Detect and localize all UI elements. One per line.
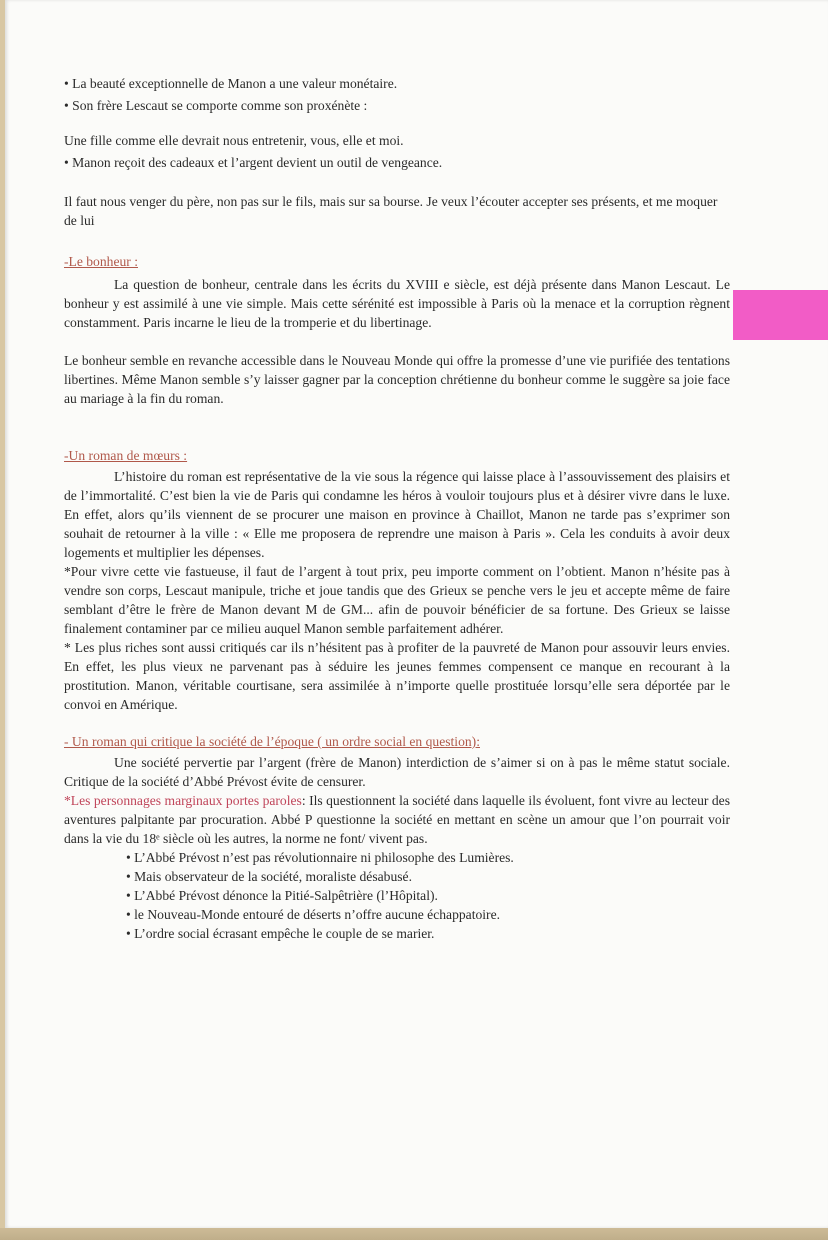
intro-quote-2: Il faut nous venger du père, non pas sur le fils, mais sur sa bourse. Je veux l’écouter accepter ses présents, et me moquer de lui <box>64 194 718 228</box>
section-title-moeurs: -Un roman de mœurs : <box>64 448 188 463</box>
moeurs-paragraph-3: * Les plus riches sont aussi critiqués car ils n’hésitent pas à profiter de la pauvreté de Manon pour assouvir leurs envies. En effet, les plus vieux ne parvenant pas à séduire les jeunes femmes compensent ce manque en recourant à la prostitution. Manon, véritable courtisane, sera assimilée à n’importe quelle prostituée lorsqu’elle sera déportée par le convoi en Amérique. <box>64 640 730 712</box>
societe-paragraph-1: Une société pervertie par l’argent (frère de Manon) interdiction de s’aimer si on à pas le même statut sociale. Critique de la société d’Abbé Prévost évite de censurer. <box>64 755 730 789</box>
bonheur-paragraph-1: La question de bonheur, centrale dans les écrits du XVIII e siècle, est déjà présente dans Manon Lescaut. Le bonheur y est assimilé à une vie simple. Mais cette sérénité est impossible à Paris où la menace et la corruption règnent constamment. Paris incarne le lieu de la tromperie et du libertinage. <box>64 277 730 330</box>
list-item: • Mais observateur de la société, moraliste désabusé. <box>126 869 412 884</box>
intro-quote-1: Une fille comme elle devrait nous entretenir, vous, elle et moi. <box>64 133 404 148</box>
intro-bullet-2: • Son frère Lescaut se comporte comme son proxénète : <box>64 98 368 113</box>
pink-tab-marker <box>733 290 828 340</box>
list-item: • le Nouveau-Monde entouré de déserts n’offre aucune échappatoire. <box>126 907 501 922</box>
intro-bullet-1: • La beauté exceptionnelle de Manon a une valeur monétaire. <box>64 76 398 91</box>
intro-bullet-3: • Manon reçoit des cadeaux et l’argent devient un outil de vengeance. <box>64 155 443 170</box>
list-item: • L’Abbé Prévost n’est pas révolutionnaire ni philosophe des Lumières. <box>126 850 514 865</box>
list-item: • L’Abbé Prévost dénonce la Pitié-Salpêtrière (l’Hôpital). <box>126 888 438 903</box>
moeurs-paragraph-1: L’histoire du roman est représentative de la vie sous la régence qui laisse place à l’assouvissement des plaisirs et de l’immortalité. C’est bien la vie de Paris qui condamne les héros à vouloir toujours plus et à désirer vivre dans le luxe. En effet, alors qu’ils viennent de se procurer une maison en province à Chaillot, Manon ne tarde pas s’exprimer son souhait de retourner à la ville : « Elle me proposera de reprendre une maison à Paris ». Cela les conduits à avoir deux logements et multiplier les dépenses. <box>64 469 730 560</box>
document-content <box>64 74 730 943</box>
marginaux-text: : Ils questionnent la société dans laquelle ils évoluent, font vivre au lecteur des aventures palpitante par procuration. Abbé P questionne la société en mettant en scène un amour que l’on pourrait voir dans la vie du 18ᵉ siècle où les autres, la norme ne font/ vivent pas. <box>64 793 731 846</box>
societe-paragraph-2 <box>64 791 730 848</box>
section-title-societe: - Un roman qui critique la société de l’époque ( un ordre social en question): <box>64 734 480 749</box>
bonheur-paragraph-2: Le bonheur semble en revanche accessible dans le Nouveau Monde qui offre la promesse d’une vie purifiée des tentations libertines. Même Manon semble s’y laisser gagner par la conception chrétienne du bonheur comme le suggère sa joie face au mariage à la fin du roman. <box>64 353 730 406</box>
marginaux-label: *Les personnages marginaux portes paroles <box>64 793 302 808</box>
list-item: • L’ordre social écrasant empêche le couple de se marier. <box>126 926 435 941</box>
moeurs-paragraph-2: *Pour vivre cette vie fastueuse, il faut de l’argent à tout prix, peu importe comment on l’obtient. Manon n’hésite pas à vendre son corps, Lescaut manipule, triche et joue tandis que des Grieux se penche vers le jeu et accepte même de faire semblant d’être le frère de Manon devant M de GM... afin de pouvoir bénéficier de sa fortune. Des Grieux se laisse finalement contaminer par ce milieu auquel Manon semble parfaitement adhérer. <box>64 564 730 636</box>
societe-bullet-list <box>64 848 730 943</box>
page-bottom-edge <box>0 1228 828 1240</box>
section-title-bonheur: -Le bonheur : <box>64 254 138 269</box>
